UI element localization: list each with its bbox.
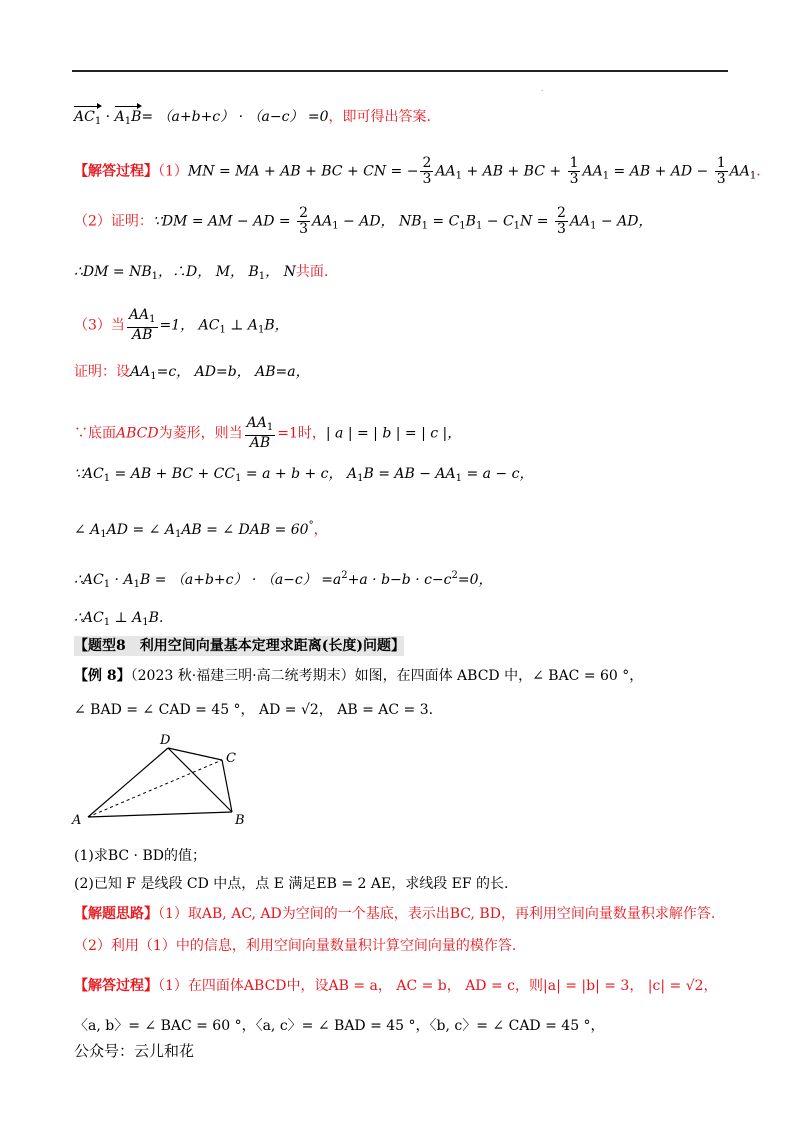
solution-line-4: （3）当 $\frac{AA_1}{AB}$ =1， $AC_1$ ⊥ $A_1B$， <box>74 307 289 343</box>
label-D: D <box>160 733 171 748</box>
section-heading: 【题型8 利用空间向量基本定理求距离(长度)问题】 <box>74 638 405 654</box>
question-2: (2)已知 F 是线段 CD 中点，点 E 满足EB = 2 AE，求线段 EF 的长. <box>74 876 509 892</box>
edge-DB <box>168 748 232 812</box>
label-B: B <box>235 813 245 828</box>
footer-text: 公众号：云儿和花 <box>74 1042 195 1060</box>
solution-line-5: 证明：设$AA_1=c$， AD=b， AB=a， <box>74 364 310 382</box>
idea-line-2: （2）利用（1）中的信息，利用空间向量数量积计算空间向量的模作答. <box>74 938 517 954</box>
solution-line-10: $\therefore AC_1$ ⊥ $A_1B$. <box>74 610 164 628</box>
solution-8-line-1: 【解答过程】（1）在四面体ABCD中，设AB = a， AC = b， AD = c，则|a| = |b| = 3， |c| = √2， <box>74 978 718 994</box>
header-mark: . <box>541 84 544 93</box>
text-line-1: $AC_1 \cdot A_1B= (a+b+c) \cdot (a-c) =0$，即可得出答案. <box>74 104 431 129</box>
vector: $AC_1$ <box>74 104 101 129</box>
solution-line-6: ∵底面ABCD为菱形，则当 $\frac{AA_1}{AB}$ =1时，| a | = | b | = | c |， <box>74 415 462 451</box>
idea-line-1: 【解题思路】（1）取AB, AC, AD为空间的一个基底，表示出BC, BD，再利用空间向量数量积求解作答. <box>74 906 716 922</box>
label-C: C <box>226 751 236 766</box>
solution-line-7: $\because AC_1$ = AB + BC + $CC_1 = a + b + c$， $A_1B$ = AB − $AA_1 = a - c$， <box>74 466 534 484</box>
example-8-line-2: ∠ BAD = ∠ CAD = 45 °， AD = √2， AB = AC = 3. <box>74 702 434 718</box>
solution-label: 【解答过程】 <box>74 163 158 180</box>
example-8-line-1: 【例 8】（2023 秋·福建三明·高二统考期末）如图，在四面体 ABCD 中，∠ BAC = 60 °， <box>74 668 644 684</box>
edge-AC <box>88 760 222 817</box>
tetrahedron-diagram <box>70 732 270 832</box>
edge-AB <box>88 812 232 817</box>
solution-line-3: ∴DM = $NB_1$，∴D， M， $B_1$， N共面. <box>74 264 329 282</box>
question-1: (1)求BC · BD的值； <box>74 848 206 864</box>
edge-DC <box>168 748 222 760</box>
label-A: A <box>72 813 82 828</box>
solution-8-line-2: 〈a, b〉= ∠ BAC = 60 °，〈a, c〉= ∠ BAD = 45 °，〈b, c〉= ∠ CAD = 45 °， <box>74 1018 605 1034</box>
edge-AD <box>88 748 168 817</box>
top-rule <box>72 70 728 72</box>
vector: $A_1B$ <box>115 104 142 129</box>
solution-line-1: 【解答过程】（1）MN = MA + AB + BC + CN = − $\frac{2}{3}$ $AA_1$ + AB + BC + $\frac{1}{3}$ $AA_1$ = AB + AD − $\frac{1}{3}$ $AA_1$. <box>74 155 761 187</box>
solution-line-9: $\therefore AC_1 \cdot A_1B = (a+b+c) \cdot (a-c) =a^2+a \cdot b-b \cdot c-c^2=0$， <box>74 570 493 590</box>
solution-line-8: ∠ $A_1AD$ = ∠ $A_1AB$ = ∠ DAB = 60°， <box>74 520 328 540</box>
solution-line-2: （2）证明：∵DM = AM − AD = $\frac{2}{3}$ $AA_1$ − AD， $NB_1 = C_1B_1 - C_1N$ = $\frac{2}{3}$ $AA_1$ − AD， <box>74 205 653 237</box>
